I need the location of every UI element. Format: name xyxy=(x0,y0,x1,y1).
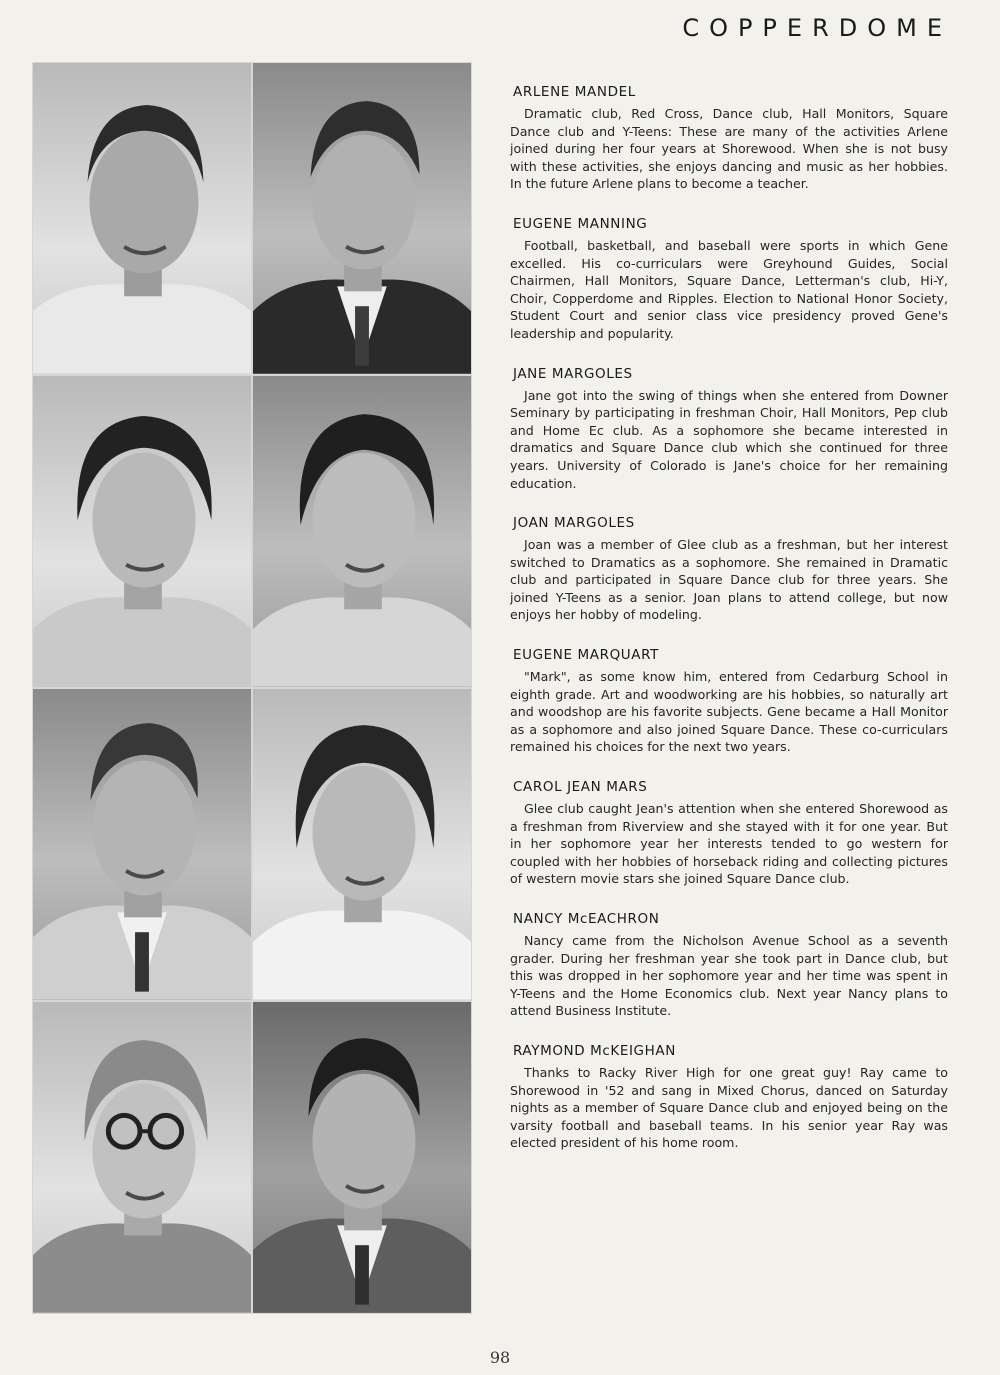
bio-text: Thanks to Racky River High for one great guy! Ray came to Shorewood in '52 and sang in Mixed Chorus, danced on Saturday nights as a member of Square Dance club and enjoyed being on the varsity football and baseball teams. In his senior year Ray was elected president of his home room. xyxy=(510,1064,948,1151)
portrait-arlene-mandel xyxy=(32,62,252,375)
portrait-raymond-mckeighan xyxy=(252,1001,472,1314)
portrait-image xyxy=(33,689,251,1000)
portrait-eugene-marquart xyxy=(32,688,252,1001)
biography-list xyxy=(510,84,948,1175)
bio-text: Glee club caught Jean's attention when she entered Shorewood as a freshman from Riverview and she stayed with it for one year. But in her sophomore year her interests tended to go western for coupled with her hobbies of horseback riding and collecting pictures of western movie stars she joined Square Dance club. xyxy=(510,801,948,887)
portrait-joan-margoles xyxy=(252,375,472,688)
portrait-nancy-mceachron xyxy=(32,1001,252,1314)
bio-text: Football, basketball, and baseball were sports in which Gene excelled. His co-curriculars were Greyhound Guides, Social Chairmen, Hall Monitors, Square Dance, Letterman's club, Hi-Y, Choir, Copperdome and Ripples. Election to National Honor Society, Student Court and senior class vice presidency proved Gene's leadership and popularity. xyxy=(510,237,948,341)
student-name: JANE MARGOLES xyxy=(513,365,633,382)
student-name: RAYMOND McKEIGHAN xyxy=(513,1042,676,1059)
bio-entry xyxy=(510,515,948,624)
portrait-image xyxy=(33,63,251,374)
bio-entry xyxy=(510,216,948,343)
portrait-jane-margoles xyxy=(32,375,252,688)
portrait-image xyxy=(33,376,251,687)
page-number: 98 xyxy=(489,1348,511,1367)
student-name: EUGENE MARQUART xyxy=(513,647,659,664)
portrait-eugene-manning xyxy=(252,62,472,375)
portrait-image xyxy=(253,376,471,687)
page-header-title: COPPERDOME xyxy=(682,14,952,42)
bio-text: "Mark", as some know him, entered from Cedarburg School in eighth grade. Art and woodworking are his hobbies, so naturally art and woodshop are his favorite subjects. Gene became a Hall Monitor as a sophomore and also joined Square Dance. These co-curriculars remained his choices for the next two years. xyxy=(510,669,948,755)
bio-entry xyxy=(510,1043,948,1152)
student-name: NANCY McEACHRON xyxy=(513,911,660,927)
bio-entry xyxy=(510,647,948,756)
bio-entry xyxy=(510,911,948,1020)
portrait-grid xyxy=(32,62,472,1314)
bio-entry xyxy=(510,366,948,493)
bio-text: Nancy came from the Nicholson Avenue School as a seventh grader. During her freshman year she took part in Dance club, but this was dropped in her sophomore year and her time was spent in Y-Teens and the Home Economics club. Next year Nancy plans to attend Business Institute. xyxy=(510,933,948,1019)
student-name: EUGENE MANNING xyxy=(513,215,648,232)
portrait-image xyxy=(253,689,471,1000)
portrait-image xyxy=(253,63,471,374)
bio-text: Jane got into the swing of things when she entered from Downer Seminary by participating in freshman Choir, Hall Monitors, Pep club and Home Ec club. As a sophomore she became interested in dramatics and Square Dance club which she continued for three years. University of Colorado is Jane's choice for her remaining education. xyxy=(510,387,948,491)
bio-entry xyxy=(510,779,948,888)
bio-text: Joan was a member of Glee club as a freshman, but her interest switched to Dramatics as a sophomore. She remained in Dramatic club and participated in Square Dance club for three years. She joined Y-Teens as a senior. Joan plans to attend college, but now enjoys her hobby of modeling. xyxy=(510,537,948,623)
portrait-carol-jean-mars xyxy=(252,688,472,1001)
bio-text: Dramatic club, Red Cross, Dance club, Hall Monitors, Square Dance club and Y-Teens: These are many of the activities Arlene joined during her four years at Shorewood. When she is not busy with these activities, she enjoys dancing and music as her hobbies. In the future Arlene plans to become a teacher. xyxy=(510,106,948,192)
portrait-image xyxy=(253,1002,471,1313)
student-name: JOAN MARGOLES xyxy=(513,515,635,532)
student-name: ARLENE MANDEL xyxy=(513,84,636,100)
bio-entry xyxy=(510,84,948,193)
portrait-image xyxy=(33,1002,251,1313)
student-name: CAROL JEAN MARS xyxy=(513,779,648,796)
